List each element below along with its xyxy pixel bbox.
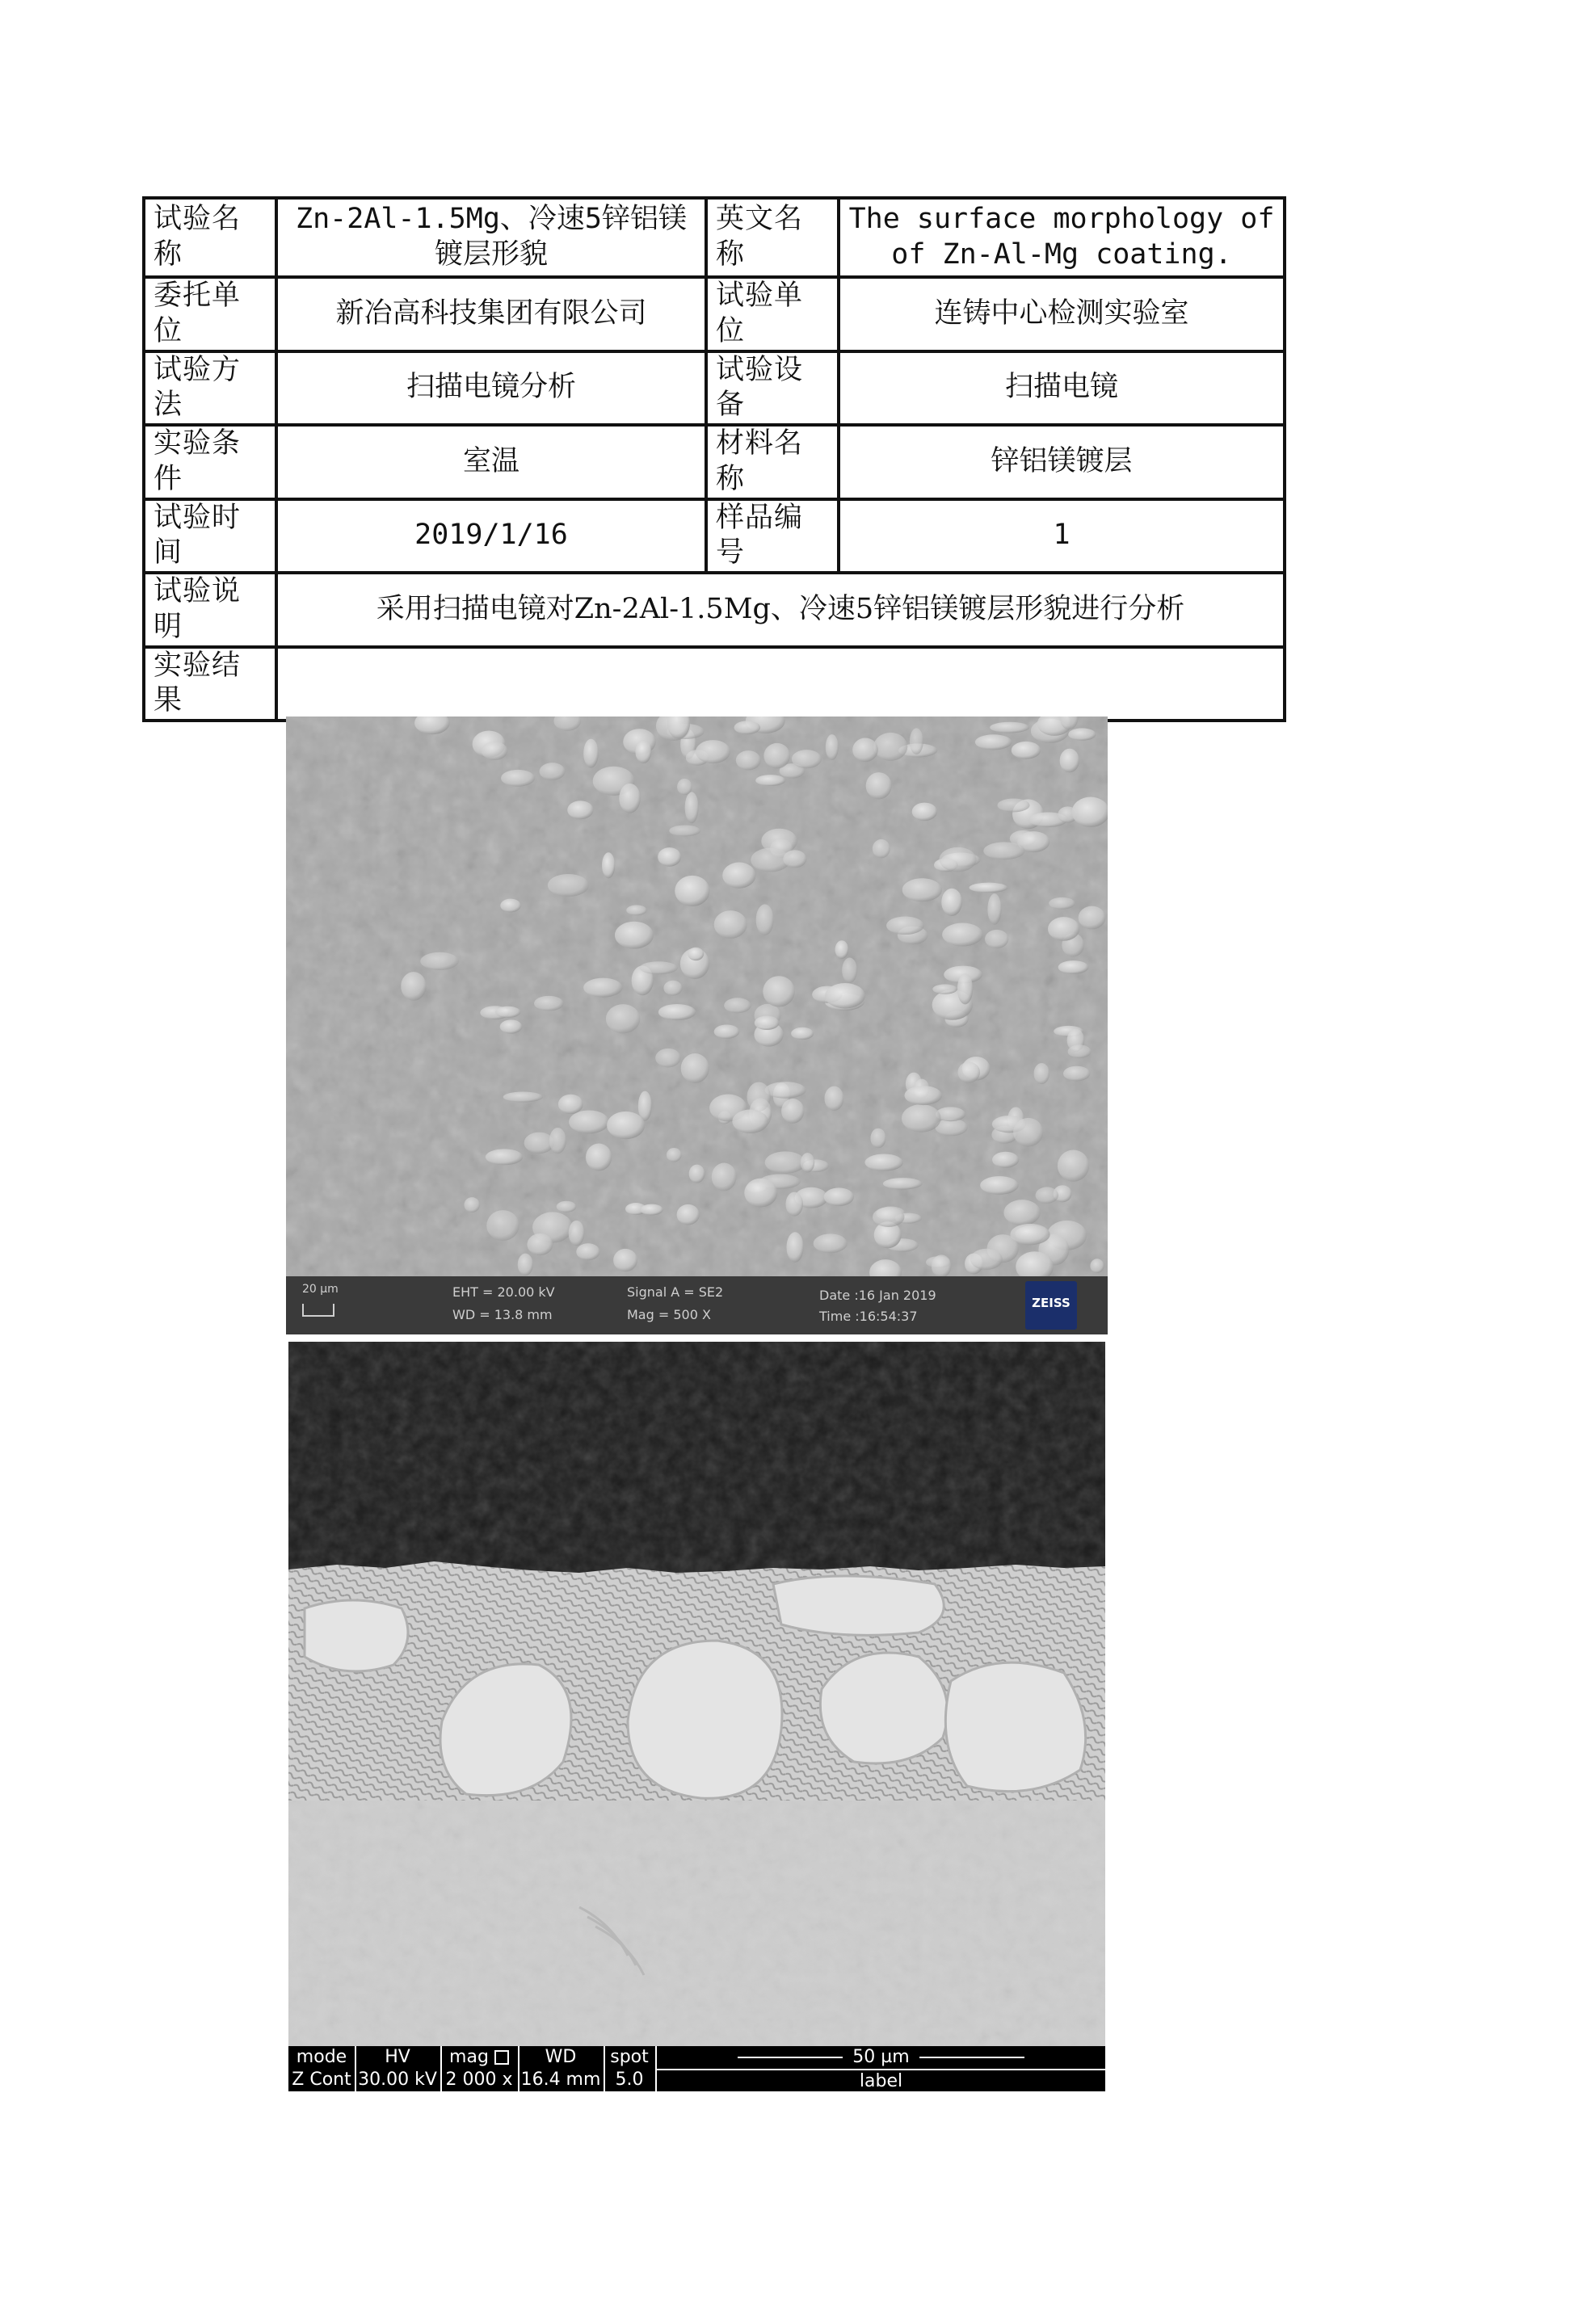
grain-blob — [942, 923, 982, 947]
sem-surface-micrograph — [286, 717, 1108, 1276]
primary-phase — [773, 1576, 944, 1635]
grain-blob — [635, 740, 651, 763]
table-row — [144, 277, 1285, 351]
grain-blob — [781, 1099, 804, 1124]
sem-surface-image — [286, 717, 1108, 1334]
grain-blob — [689, 1165, 705, 1183]
grain-blob — [932, 984, 957, 994]
grain-blob — [755, 1016, 780, 1030]
test-unit-label: 试验单位 — [706, 277, 839, 351]
english-name-value: The surface morphology of of Zn-Al-Mg coating. — [839, 198, 1285, 277]
test-name-label: 试验名称 — [144, 198, 276, 277]
grain-blob — [495, 1007, 520, 1018]
equipment-label: 试验设备 — [706, 351, 839, 426]
grain-blob — [722, 862, 755, 888]
grain-blob — [583, 978, 622, 998]
grain-blob — [957, 1061, 980, 1082]
condition-label: 实验条件 — [144, 425, 276, 499]
grain-blob — [724, 998, 751, 1013]
grain-blob — [1049, 897, 1075, 910]
sem-data-bar — [288, 2046, 1105, 2091]
grain-blob — [842, 958, 857, 984]
hv-header: HV — [385, 2047, 410, 2067]
wd-cell — [518, 2046, 605, 2091]
table-row — [144, 499, 1285, 574]
grain-blob — [401, 972, 426, 1001]
mode-header: mode — [296, 2047, 347, 2067]
sample-number-value: 1 — [839, 499, 1285, 574]
spot-value: 5.0 — [615, 2070, 644, 2090]
mag-value: Mag = 500 X — [627, 1307, 711, 1322]
label-field: label — [657, 2069, 1105, 2091]
description-label: 试验说明 — [144, 573, 276, 647]
sample-number-label: 样品编号 — [706, 499, 839, 574]
grain-blob — [534, 996, 564, 1011]
grain-blob — [852, 738, 878, 763]
grain-blob — [557, 1201, 577, 1212]
signal-value: Signal A = SE2 — [627, 1284, 724, 1300]
grain-blob — [957, 973, 973, 1005]
grain-blob — [814, 1233, 848, 1253]
wd-value: WD = 13.8 mm — [452, 1307, 553, 1322]
grain-blob — [675, 876, 709, 906]
time-value: Time :16:54:37 — [819, 1309, 918, 1324]
grain-blob — [501, 770, 535, 787]
grain-blob — [658, 1004, 696, 1020]
test-report-table — [142, 196, 1286, 722]
grain-blob — [904, 1086, 942, 1105]
grain-blob — [619, 784, 640, 813]
grain-blob — [801, 1153, 814, 1172]
grain-blob — [873, 839, 890, 858]
table-row — [144, 198, 1285, 277]
grain-blob — [569, 1110, 609, 1133]
primary-phase — [945, 1662, 1085, 1792]
grain-blob — [865, 1154, 903, 1170]
grain-blob — [667, 1148, 682, 1162]
grain-blob — [975, 734, 1012, 750]
grain-blob — [732, 1109, 768, 1133]
grain-blob — [688, 948, 704, 960]
grain-blob — [714, 1024, 740, 1038]
grain-blob — [990, 722, 1029, 733]
test-time-value: 2019/1/16 — [276, 499, 706, 574]
grain-blob — [902, 1104, 941, 1133]
grain-blob — [792, 750, 822, 768]
grain-blob — [677, 1204, 700, 1225]
primary-phase — [305, 1600, 408, 1671]
grain-blob — [873, 733, 907, 761]
grain-blob — [941, 889, 962, 916]
grain-blob — [1058, 1149, 1089, 1181]
grain-blob — [669, 826, 700, 837]
grain-blob — [835, 940, 849, 959]
grain-blob — [640, 1204, 662, 1216]
grain-blob — [736, 750, 761, 770]
grain-blob — [763, 743, 790, 769]
mag-header: mag — [440, 2046, 518, 2069]
grain-blob — [677, 779, 692, 795]
condition-value: 室温 — [276, 425, 706, 499]
material-label: 材料名称 — [706, 425, 839, 499]
grain-blob — [1090, 1259, 1104, 1273]
grain-blob — [791, 1028, 814, 1040]
grain-blob — [681, 1053, 709, 1083]
grain-blob — [1003, 1200, 1040, 1225]
grain-blob — [912, 803, 937, 822]
grain-blob — [1079, 906, 1106, 930]
spot-header: spot — [610, 2047, 649, 2067]
table-row — [144, 425, 1285, 499]
grain-blob — [663, 981, 682, 996]
grain-blob — [558, 1095, 583, 1114]
grain-blob — [992, 1152, 1019, 1168]
scale-line-right — [919, 2057, 1024, 2058]
grain-blob — [1012, 742, 1041, 759]
grain-blob — [602, 852, 615, 878]
test-method-label: 试验方法 — [144, 351, 276, 426]
grain-blob — [866, 772, 892, 799]
grain-blob — [886, 916, 924, 935]
mag-value: 2 000 x — [445, 2070, 513, 2090]
grain-blob — [696, 740, 730, 763]
mode-value: Z Cont — [292, 2070, 351, 2090]
grain-blob — [486, 1149, 524, 1165]
grain-blob — [540, 763, 566, 780]
grain-blob — [576, 1243, 599, 1260]
eht-value: EHT = 20.00 kV — [452, 1284, 555, 1300]
grain-blob — [756, 904, 774, 935]
grain-blob — [980, 1176, 1019, 1195]
grain-blob — [983, 842, 1024, 859]
grain-blob — [1072, 797, 1108, 827]
grain-blob — [873, 1207, 904, 1227]
grain-blob — [763, 976, 795, 1007]
mode-cell — [288, 2046, 356, 2091]
grain-blob — [1048, 917, 1079, 941]
grain-blob — [500, 899, 521, 913]
scale-label: 20 µm — [302, 1283, 339, 1296]
grain-blob — [783, 850, 806, 868]
grain-blob — [1034, 1063, 1049, 1084]
primary-phase — [820, 1653, 947, 1763]
grain-blob — [613, 1249, 637, 1271]
grain-blob — [970, 883, 1008, 893]
grain-blob — [518, 1254, 533, 1276]
grain-blob — [1068, 1044, 1092, 1058]
client-value: 新冶高科技集团有限公司 — [276, 277, 706, 351]
grain-blob — [464, 1197, 479, 1212]
client-label: 委托单位 — [144, 277, 276, 351]
grain-blob — [714, 910, 747, 939]
result-value — [276, 647, 1285, 721]
grain-blob — [658, 847, 681, 867]
grain-blob — [824, 1086, 843, 1111]
grain-blob — [734, 721, 761, 734]
grain-blob — [785, 1192, 802, 1217]
grain-blob — [607, 1112, 645, 1139]
zeiss-logo: ZEISS — [1025, 1281, 1077, 1330]
grain-blob — [567, 801, 593, 819]
spot-cell — [604, 2046, 657, 2091]
grain-blob — [985, 930, 1008, 948]
table-row — [144, 573, 1285, 647]
grain-blob — [606, 1004, 640, 1033]
grain-blob — [500, 1019, 523, 1033]
grain-blob — [586, 1144, 612, 1171]
date-value: Date :16 Jan 2019 — [819, 1288, 936, 1303]
test-method-value: 扫描电镜分析 — [276, 351, 706, 426]
test-time-label: 试验时间 — [144, 499, 276, 574]
grain-blob — [615, 922, 654, 949]
grain-blob — [548, 874, 589, 897]
grain-blob — [765, 1151, 806, 1174]
sem-cross-section-image — [288, 1342, 1105, 2091]
grain-blob — [970, 1249, 1003, 1270]
grain-blob — [482, 742, 508, 760]
wd-header: WD — [545, 2047, 577, 2067]
hv-value: 30.00 kV — [358, 2070, 437, 2090]
grain-blob — [997, 798, 1029, 812]
grain-blob — [655, 1049, 680, 1068]
test-name-value: Zn-2Al-1.5Mg、冷速5锌铝镁镀层形貌 — [276, 198, 706, 277]
grain-blob — [765, 1082, 806, 1099]
grain-blob — [1036, 1187, 1058, 1204]
primary-phase — [628, 1641, 782, 1798]
grain-blob — [420, 952, 458, 970]
grain-blob — [486, 1210, 519, 1241]
square-icon — [494, 2050, 509, 2065]
table-row — [144, 647, 1285, 721]
material-value: 锌铝镁镀层 — [839, 425, 1285, 499]
grain-blob — [883, 1178, 923, 1189]
grain-blob — [910, 728, 923, 754]
grain-blob — [712, 1163, 737, 1191]
scale-bar — [302, 1304, 334, 1317]
grain-blob — [1010, 1224, 1049, 1245]
grain-blob — [1068, 728, 1096, 740]
hv-cell — [355, 2046, 442, 2091]
grain-blob — [824, 1187, 854, 1206]
grain-blob — [527, 1233, 553, 1255]
grain-blob — [1060, 749, 1079, 773]
grain-blob — [626, 905, 647, 915]
sem-data-bar — [286, 1276, 1108, 1334]
grain-blob — [640, 961, 678, 974]
scale-label: 50 µm — [852, 2047, 910, 2067]
grain-blob — [569, 1221, 585, 1246]
mag-cell — [440, 2046, 519, 2091]
grain-blob — [870, 1128, 885, 1149]
grain-blob — [549, 1128, 566, 1154]
grain-blob — [826, 734, 839, 760]
wd-value: 16.4 mm — [520, 2070, 601, 2090]
table-row — [144, 351, 1285, 426]
grain-blob — [503, 1091, 543, 1102]
grain-blob — [902, 878, 942, 901]
grain-blob — [987, 893, 1001, 925]
english-name-label: 英文名称 — [706, 198, 839, 277]
grain-blob — [755, 775, 785, 786]
grain-blob — [1013, 1118, 1043, 1147]
result-label: 实验结果 — [144, 647, 276, 721]
grain-blob — [786, 1232, 803, 1262]
grain-blob — [583, 739, 599, 768]
grain-blob — [1063, 1066, 1090, 1082]
grain-blob — [825, 983, 865, 1008]
scale-bar — [657, 2046, 1105, 2069]
grain-blob — [1058, 960, 1089, 974]
grain-blob — [939, 847, 976, 872]
description-value: 采用扫描电镜对Zn-2Al-1.5Mg、冷速5锌铝镁镀层形貌进行分析 — [276, 573, 1285, 647]
equipment-value: 扫描电镜 — [839, 351, 1285, 426]
scale-line-left — [738, 2057, 843, 2058]
grain-blob — [744, 1179, 777, 1208]
sem-cross-section-micrograph — [288, 1342, 1105, 2046]
test-unit-value: 连铸中心检测实验室 — [839, 277, 1285, 351]
grain-blob — [685, 792, 699, 823]
